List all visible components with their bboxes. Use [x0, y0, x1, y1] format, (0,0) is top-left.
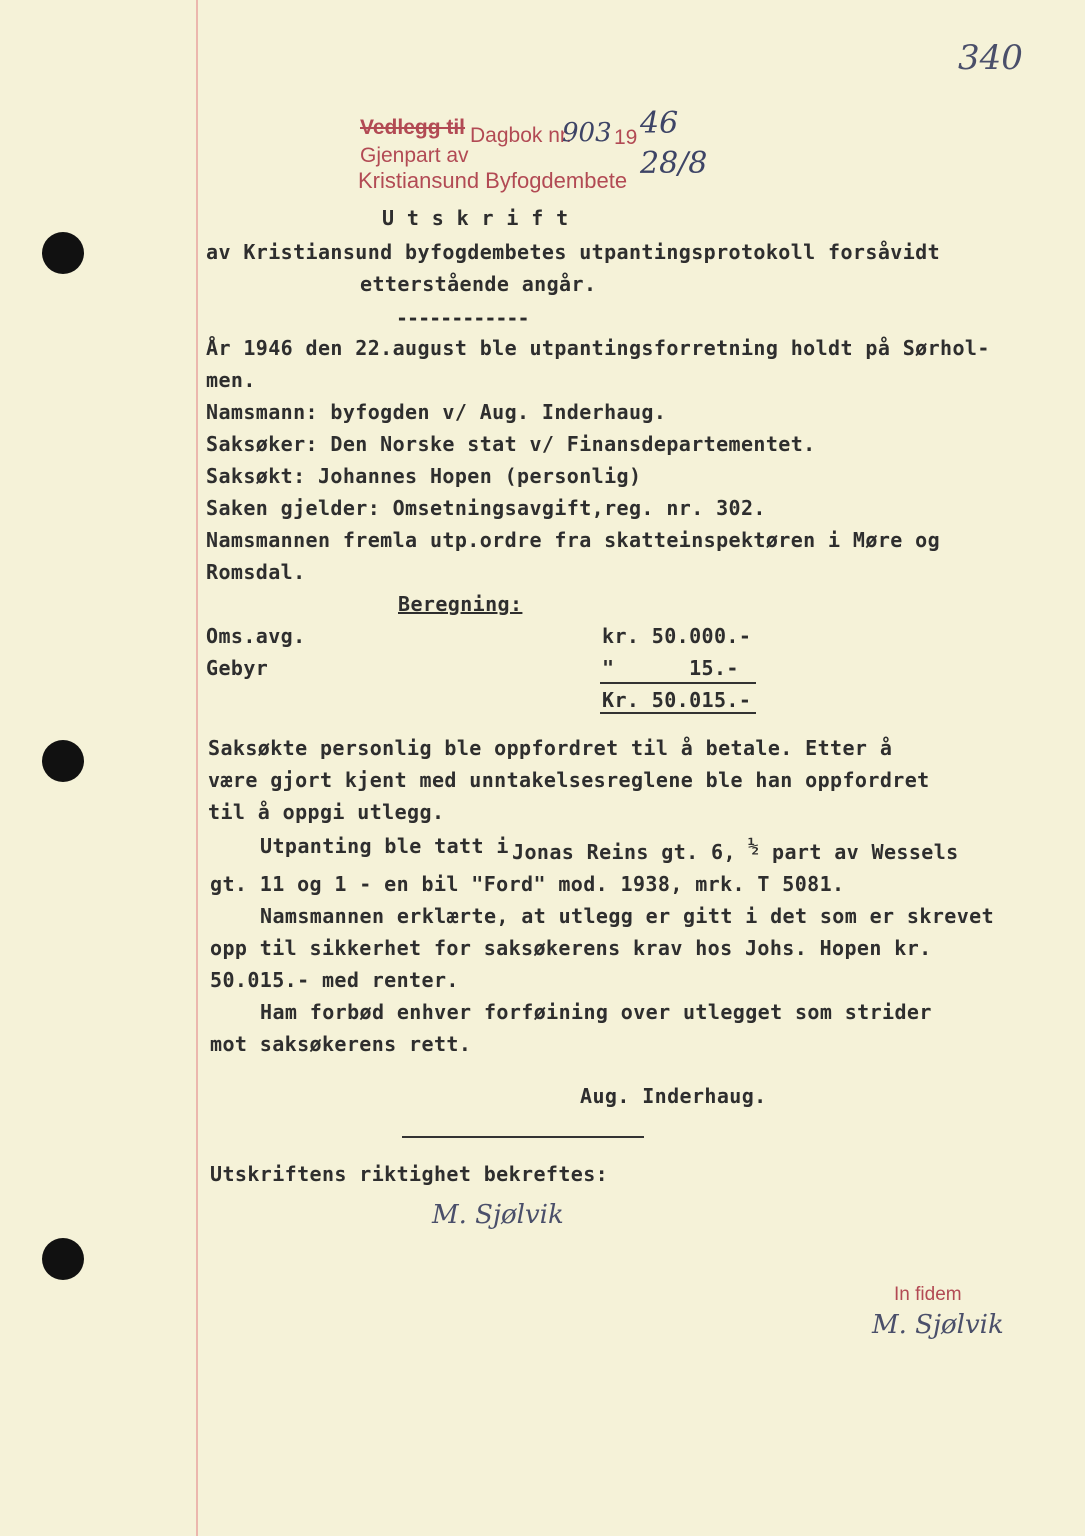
dagbok-number: 903: [562, 118, 612, 148]
in-fidem-stamp: In fidem: [894, 1284, 962, 1305]
calc-sum-rule: [600, 682, 756, 684]
stamp-dagbok-label: Dagbok nr.: [470, 124, 572, 147]
intro-line: av Kristiansund byfogdembetes utpantingsprotokoll forsåvidt: [206, 240, 941, 264]
body-line: Namsmannen fremla utp.ordre fra skatteinspektøren i Møre og: [206, 528, 941, 552]
calc-label: Gebyr: [206, 656, 269, 680]
calc-label: Oms.avg.: [206, 624, 306, 648]
body-line: til å oppgi utlegg.: [208, 800, 445, 824]
body-line: opp til sikkerhet for saksøkerens krav hos Johs. Hopen kr.: [210, 936, 932, 960]
certification-line: Utskriftens riktighet bekreftes:: [210, 1162, 609, 1186]
body-line: Saksøker: Den Norske stat v/ Finansdepartementet.: [206, 432, 816, 456]
stamp-date: 28/8: [640, 146, 708, 181]
stamp-year-prefix: 19: [614, 126, 638, 149]
body-line: Namsmannen erklærte, at utlegg er gitt i det som er skrevet: [260, 904, 995, 928]
body-line: mot saksøkerens rett.: [210, 1032, 472, 1056]
body-line: Utpanting ble tatt i: [260, 834, 509, 858]
calc-value: " 15.-: [602, 656, 739, 680]
calc-total: Kr. 50.015.-: [602, 688, 752, 712]
signature: M. Sjølvik: [872, 1310, 1004, 1340]
body-line: Saken gjelder: Omsetningsavgift,reg. nr. 302.: [206, 496, 766, 520]
punch-hole-icon: [42, 232, 84, 274]
body-line: part av Wessels: [772, 840, 959, 864]
stamp-office: Kristiansund Byfogdembete: [358, 168, 628, 193]
stamp-year-suffix: 46: [640, 106, 679, 141]
body-line: Namsmann: byfogden v/ Aug. Inderhaug.: [206, 400, 667, 424]
body-line: 50.015.- med renter.: [210, 968, 459, 992]
body-line: Ham forbød enhver forføining over utlegget som strider: [260, 1000, 932, 1024]
body-line: men.: [206, 368, 256, 392]
body-line: gt. 11 og 1 - en bil "Ford" mod. 1938, mrk. T 5081.: [210, 872, 845, 896]
margin-line: [196, 0, 198, 1536]
signed-by: Aug. Inderhaug.: [580, 1084, 767, 1108]
body-line: Saksøkte personlig ble oppfordret til å betale. Etter å: [208, 736, 893, 760]
body-line: Jonas Reins gt. 6,: [512, 840, 736, 864]
signature: M. Sjølvik: [432, 1200, 564, 1230]
stamp-gjenpart: Gjenpart av: [360, 144, 469, 167]
fraction-half: ½: [748, 836, 760, 857]
body-line: være gjort kjent med unntakelsesreglene ble han oppfordret: [208, 768, 930, 792]
body-line: Romsdal.: [206, 560, 306, 584]
separator: ------------: [396, 306, 529, 330]
calc-title: Beregning:: [398, 592, 523, 616]
punch-hole-icon: [42, 1238, 84, 1280]
document-heading: U t s k r i f t: [382, 206, 569, 230]
punch-hole-icon: [42, 740, 84, 782]
page-number: 340: [958, 38, 1023, 78]
body-line: Saksøkt: Johannes Hopen (personlig): [206, 464, 642, 488]
calc-total-underline: [600, 712, 756, 714]
intro-line: etterstående angår.: [360, 272, 597, 296]
body-line: År 1946 den 22.august ble utpantingsforretning holdt på Sørhol-: [206, 336, 990, 360]
calc-value: kr. 50.000.-: [602, 624, 752, 648]
stamp-vedlegg: Vedlegg til: [360, 116, 466, 139]
signature-divider: [402, 1136, 644, 1138]
